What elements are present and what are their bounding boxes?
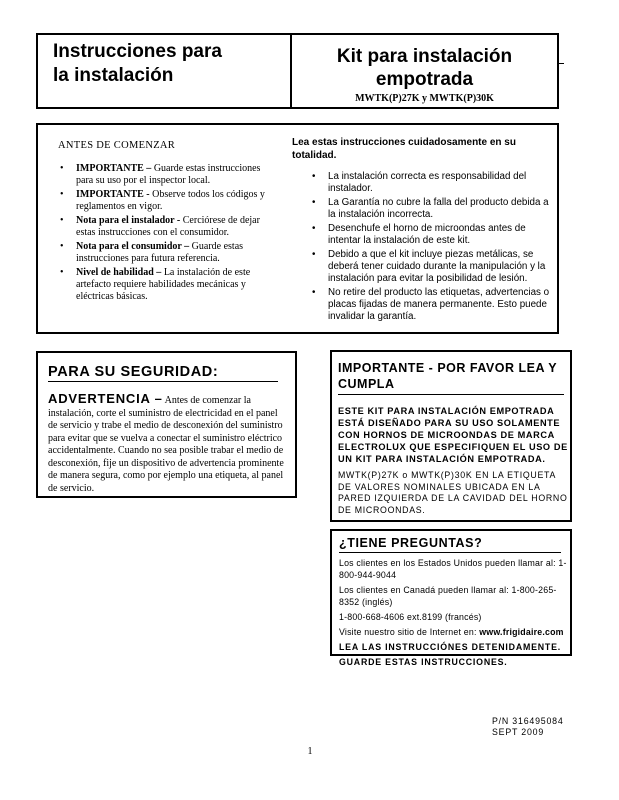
title-line-2: la instalación (53, 65, 174, 86)
kit-title-line-1: Kit para instalación (336, 46, 513, 67)
safety-title: PARA SU SEGURIDAD: (48, 364, 278, 382)
publication-date: SEPT 2009 (492, 727, 545, 737)
model-numbers: MWTK(P)27K y MWTK(P)30K (355, 93, 494, 104)
installation-notes-list (310, 171, 550, 325)
document-title (53, 40, 283, 88)
part-number-block (492, 716, 564, 738)
list-item: • Desenchufe el horno de microondas antes de intentar la instalación de este kit. (310, 223, 550, 247)
header-tick (559, 63, 564, 64)
questions-title-rule (339, 552, 561, 553)
read-instructions-intro: Lea estas instrucciones cuidadosamente en su totalidad. (292, 137, 516, 161)
list-item: • La instalación correcta es responsabilidad del instalador. (310, 171, 550, 195)
important-title-rule (338, 394, 564, 395)
us-phone: Los clientes en los Estados Unidos pueden llamar al: 1-800-944-9044 (339, 558, 567, 580)
page-number: 1 (307, 746, 313, 757)
title-line-1: Instrucciones para (53, 41, 222, 62)
questions-title: ¿TIENE PREGUNTAS? (339, 536, 483, 550)
kit-title (302, 45, 547, 91)
keep-instructions: GUARDE ESTAS INSTRUCCIONES. (339, 657, 508, 667)
before-start-heading: ANTES DE COMENZAR (58, 140, 176, 151)
canada-phone: Los clientes en Canadá pueden llamar al: 1-800-265-8352 (inglés) (339, 585, 557, 607)
list-item: • IMPORTANTE – Guarde estas instrucciones para su uso por el inspector local. (58, 163, 276, 187)
list-item: • Nota para el instalador - Cerciórese de dejar estas instrucciones con el consumidor. (58, 215, 276, 239)
important-kit-notice: ESTE KIT PARA INSTALACIÓN EMPOTRADA ESTÁ DISEÑADO PARA SU USO SOLAMENTE CON HORNOS DE MICROONDAS DE MARCA ELECTROLUX QUE ESPECIFIQUEN EL USO DE UN KIT PARA INSTALACIÓN EMPOTRADA. (338, 406, 568, 464)
important-title: IMPORTANTE - POR FAVOR LEA Y CUMPLA (338, 361, 557, 391)
header-divider (290, 33, 292, 109)
list-item: • Nivel de habilidad – La instalación de este artefacto requiere habilidades mecánicas y eléctricas básicas. (58, 267, 276, 303)
website-line: Visite nuestro sitio de Internet en: www.frigidaire.com (339, 627, 564, 637)
list-item: • IMPORTANTE - Observe todos los códigos y reglamentos en vigor. (58, 189, 276, 213)
read-carefully: LEA LAS INSTRUCCIÓNES DETENIDAMENTE. (339, 642, 562, 652)
questions-content (339, 535, 567, 667)
warning-label: ADVERTENCIA – (48, 391, 163, 406)
before-start-list (58, 163, 276, 305)
warning-text: Antes de comenzar la instalación, corte el suministro de electricidad en el panel de servicio y trabe el medio de desconexión del suministro para evitar que se vuelva a conectar el suministro eléctrico accidentalmente. Cuando no sea posible trabar el medio de desconexión, fije un dispositivo de advertencia prominente de manera segura, como por ejemplo una etiqueta, al panel de servicio. (48, 395, 284, 494)
list-item: • Debido a que el kit incluye piezas metálicas, se deberá tener cuidado durante la manipulación y la instalación para evitar la posibilidad de lesión. (310, 249, 550, 285)
list-item: • Nota para el consumidor – Guarde estas instrucciones para futura referencia. (58, 241, 276, 265)
list-item: • No retire del producto las etiquetas, advertencias o placas fijadas de manera permanente. Esto puede invalidar la garantía. (310, 287, 550, 323)
website-link[interactable]: www.frigidaire.com (479, 627, 564, 637)
part-number: P/N 316495084 (492, 716, 564, 726)
list-item: • La Garantía no cubre la falla del producto debida a la instalación incorrecta. (310, 197, 550, 221)
kit-title-line-2: empotrada (375, 69, 474, 90)
french-phone: 1-800-668-4606 ext.8199 (francés) (339, 612, 482, 622)
important-model-label-notice: MWTK(P)27K o MWTK(P)30K EN LA ETIQUETA DE VALORES NOMINALES UBICADA EN LA PARED IZQUIERDA DE LA CAVIDAD DEL HORNO DE MICROONDAS. (338, 470, 568, 515)
safety-warning (48, 393, 288, 495)
